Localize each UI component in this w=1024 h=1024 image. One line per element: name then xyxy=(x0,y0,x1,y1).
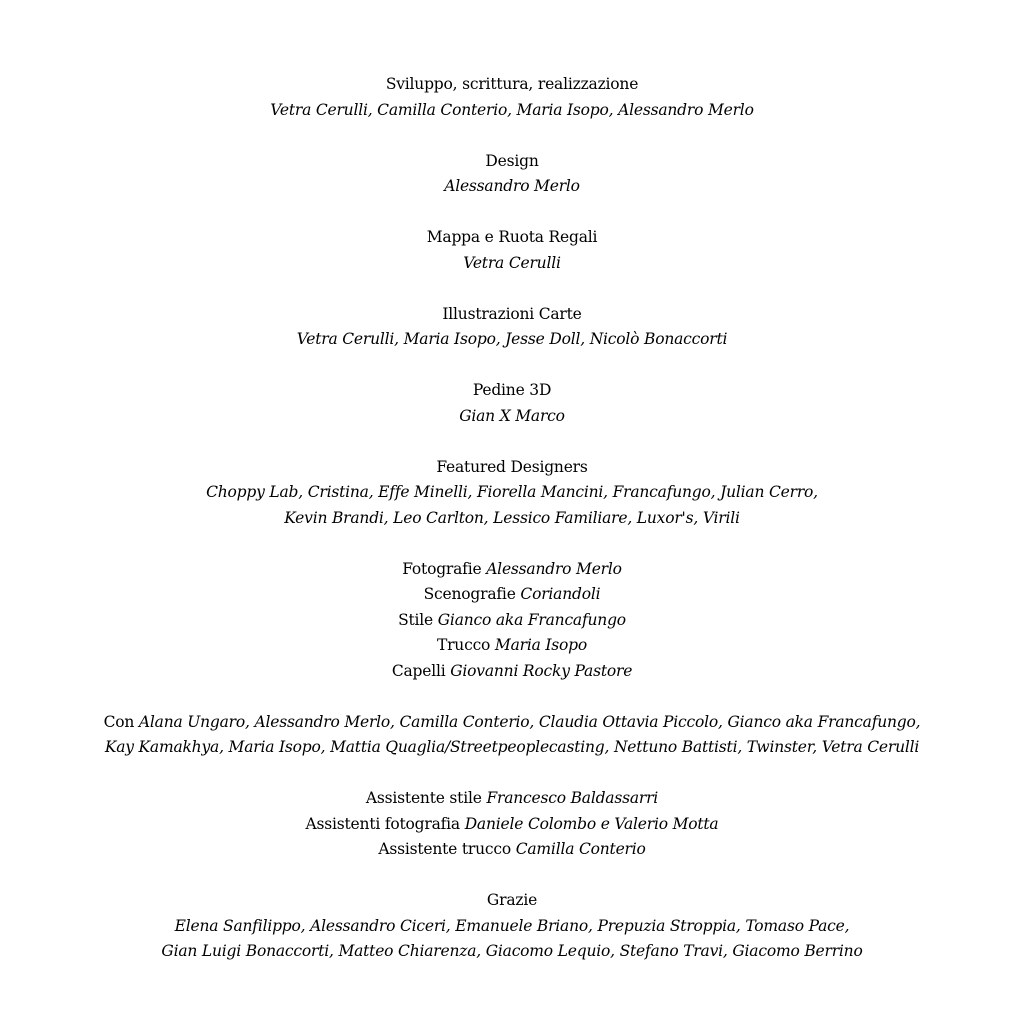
credit-names: Coriandoli xyxy=(520,585,601,603)
credit-role: Assistenti fotografia xyxy=(305,814,460,833)
credit-role: Stile xyxy=(398,610,434,629)
credit-names: Vetra Cerulli, Maria Isopo, Jesse Doll, Nicolò Bonaccorti xyxy=(296,330,728,348)
credit-line-assistant-photography xyxy=(0,812,1024,838)
credit-names: Kay Kamakhya, Maria Isopo, Mattia Quaglia/Streetpeoplecasting, Nettuno Battisti, Twinster, Vetra Cerulli xyxy=(104,738,920,756)
credit-cast xyxy=(0,710,1024,761)
credit-names: Choppy Lab, Cristina, Effe Minelli, Fiorella Mancini, Francafungo, Julian Cerro, xyxy=(206,483,818,501)
credit-role: Illustrazioni Carte xyxy=(442,304,582,323)
credit-role: Scenografie xyxy=(423,585,516,603)
credit-names: Gianco aka Francafungo xyxy=(437,610,626,629)
credit-featured-designers xyxy=(0,455,1024,532)
credit-map-wheel xyxy=(0,225,1024,276)
credit-role: Capelli xyxy=(391,661,446,680)
credit-names: Elena Sanfilippo, Alessandro Ciceri, Emanuele Briano, Prepuzia Stroppia, Tomaso Pace, xyxy=(174,916,850,935)
credit-names: Alessandro Merlo xyxy=(486,559,622,578)
credit-line-photography xyxy=(0,557,1024,583)
credit-role: Grazie xyxy=(486,891,538,909)
credit-assistants xyxy=(0,786,1024,863)
credit-line-cast-1 xyxy=(0,710,1024,736)
credit-line-assistant-makeup xyxy=(0,837,1024,863)
credit-role: Fotografie xyxy=(402,559,482,578)
credit-thanks xyxy=(0,888,1024,965)
credits-page xyxy=(0,72,1024,990)
credit-names: Vetra Cerulli xyxy=(463,253,561,272)
credit-role: Mappa e Ruota Regali xyxy=(426,228,598,246)
credit-role: Trucco xyxy=(436,636,491,654)
credit-names: Kevin Brandi, Leo Carlton, Lessico Familiare, Luxor's, Virili xyxy=(284,508,740,527)
credit-names: Gian X Marco xyxy=(459,406,565,425)
credit-names: Vetra Cerulli, Camilla Conterio, Maria Isopo, Alessandro Merlo xyxy=(270,100,754,119)
credit-names: Camilla Conterio xyxy=(515,840,646,858)
credit-names: Gian Luigi Bonaccorti, Matteo Chiarenza, Giacomo Lequio, Stefano Travi, Giacomo Berrino xyxy=(161,942,863,960)
credit-names: Alana Ungaro, Alessandro Merlo, Camilla Conterio, Claudia Ottavia Piccolo, Gianco aka Francafungo, xyxy=(138,712,921,731)
credit-names: Daniele Colombo e Valerio Motta xyxy=(464,814,719,833)
credit-line-styling xyxy=(0,608,1024,634)
credit-names: Alessandro Merlo xyxy=(444,177,580,195)
credit-line-hair xyxy=(0,659,1024,685)
credit-names: Giovanni Rocky Pastore xyxy=(450,661,633,680)
credit-role: Assistente trucco xyxy=(378,840,511,858)
credit-line-set-design xyxy=(0,582,1024,608)
credit-names: Francesco Baldassarri xyxy=(486,789,659,807)
credit-line-makeup xyxy=(0,633,1024,659)
credit-design xyxy=(0,149,1024,200)
credit-role: Design xyxy=(485,151,539,170)
credit-role: Sviluppo, scrittura, realizzazione xyxy=(385,75,639,93)
credit-role: Assistente stile xyxy=(365,789,482,807)
credit-3d-pawns xyxy=(0,378,1024,429)
credit-role: Featured Designers xyxy=(436,457,588,476)
credit-names: Maria Isopo xyxy=(494,636,588,654)
credit-production xyxy=(0,557,1024,685)
credit-line-assistant-styling xyxy=(0,786,1024,812)
credit-role: Pedine 3D xyxy=(472,381,552,399)
credit-development xyxy=(0,72,1024,123)
credit-role: Con xyxy=(103,712,135,731)
credit-card-illustrations xyxy=(0,302,1024,353)
